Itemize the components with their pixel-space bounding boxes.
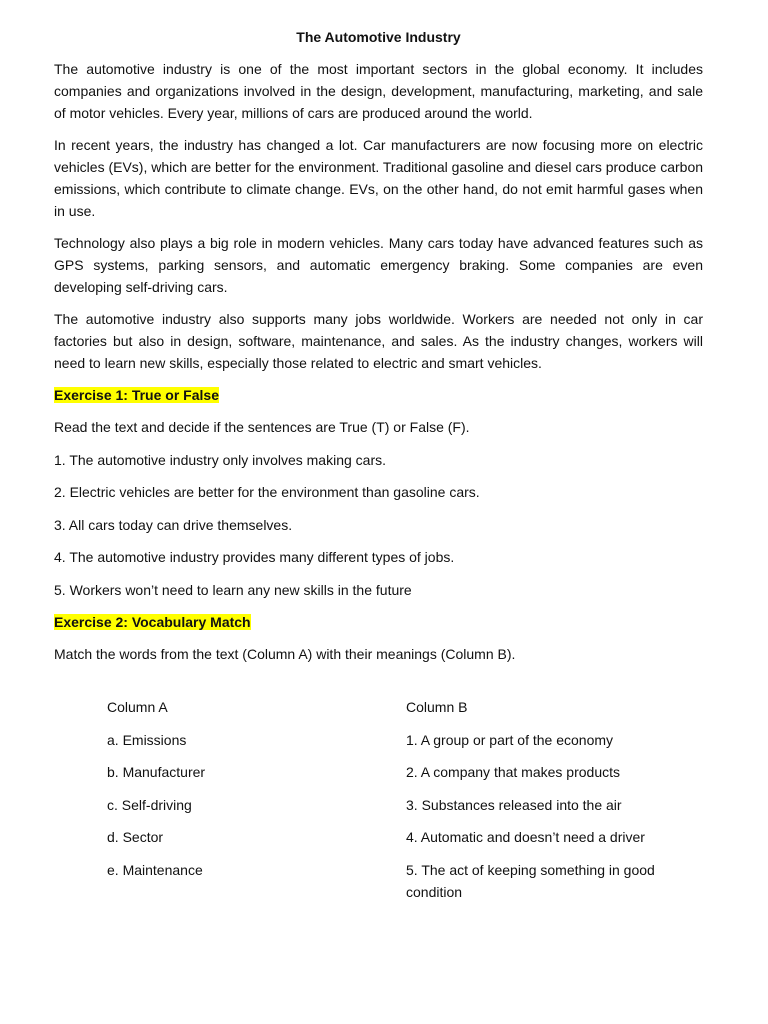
true-false-item: 5. Workers won’t need to learn any new skills in the future	[54, 581, 412, 598]
true-false-item: 1. The automotive industry only involves making cars.	[54, 451, 387, 468]
column-b-item: 2. A company that makes products	[406, 764, 621, 780]
column-b-item: 3. Substances released into the air	[406, 796, 622, 813]
true-false-item: 2. Electric vehicles are better for the environment than gasoline cars.	[54, 484, 480, 500]
column-a-item: a. Emissions	[107, 731, 187, 748]
column-b-header: Column B	[406, 699, 468, 715]
column-a-item: d. Sector	[107, 829, 164, 845]
paragraph-electric-vehicles: In recent years, the industry has changed a lot. Car manufacturers are now focusing more on electric vehicles (EVs), which are better for the environment. Traditional gasoline and diesel cars produce carbon emissions, which contribute to climate change. EVs, on the other hand, do not emit harmful gases when in use.	[54, 137, 704, 219]
column-a-item: b. Manufacturer	[107, 764, 206, 780]
exercise-1-instruction: Read the text and decide if the sentences are True (T) or False (F).	[54, 419, 470, 435]
exercise-2-instruction: Match the words from the text (Column A) with their meanings (Column B).	[54, 646, 516, 662]
column-a-item: c. Self-driving	[107, 796, 192, 813]
column-a-header: Column A	[107, 699, 168, 715]
document-title: The Automotive Industry	[296, 29, 461, 45]
paragraph-jobs: The automotive industry also supports many jobs worldwide. Workers are needed not only in car factories but also in design, software, maintenance, and sales. As the industry changes, workers will need to learn new skills, especially those related to electric and smart vehicles.	[54, 311, 703, 371]
column-b-item: 4. Automatic and doesn’t need a driver	[406, 829, 645, 845]
exercise-1-heading	[54, 384, 703, 406]
column-a-item: e. Maintenance	[107, 861, 203, 878]
exercise-2-heading	[54, 611, 703, 633]
vocabulary-match-table	[107, 696, 703, 903]
paragraph-intro: The automotive industry is one of the most important sectors in the global economy. It includes companies and organizations involved in the design, development, manufacturing, marketing, and sale of motor vehicles. Every year, millions of cars are produced around the world.	[54, 61, 703, 121]
true-false-item: 3. All cars today can drive themselves.	[54, 516, 293, 533]
exercise-1-heading-highlight: Exercise 1: True or False	[54, 387, 219, 403]
column-b-item: 5. The act of keeping something in good condition	[406, 861, 655, 900]
column-b-item: 1. A group or part of the economy	[406, 731, 614, 748]
exercise-2-heading-highlight: Exercise 2: Vocabulary Match	[54, 614, 251, 630]
true-false-item: 4. The automotive industry provides many different types of jobs.	[54, 549, 455, 565]
paragraph-technology: Technology also plays a big role in modern vehicles. Many cars today have advanced features such as GPS systems, parking sensors, and automatic emergency braking. Some companies are even developing self-driving cars.	[54, 235, 703, 295]
